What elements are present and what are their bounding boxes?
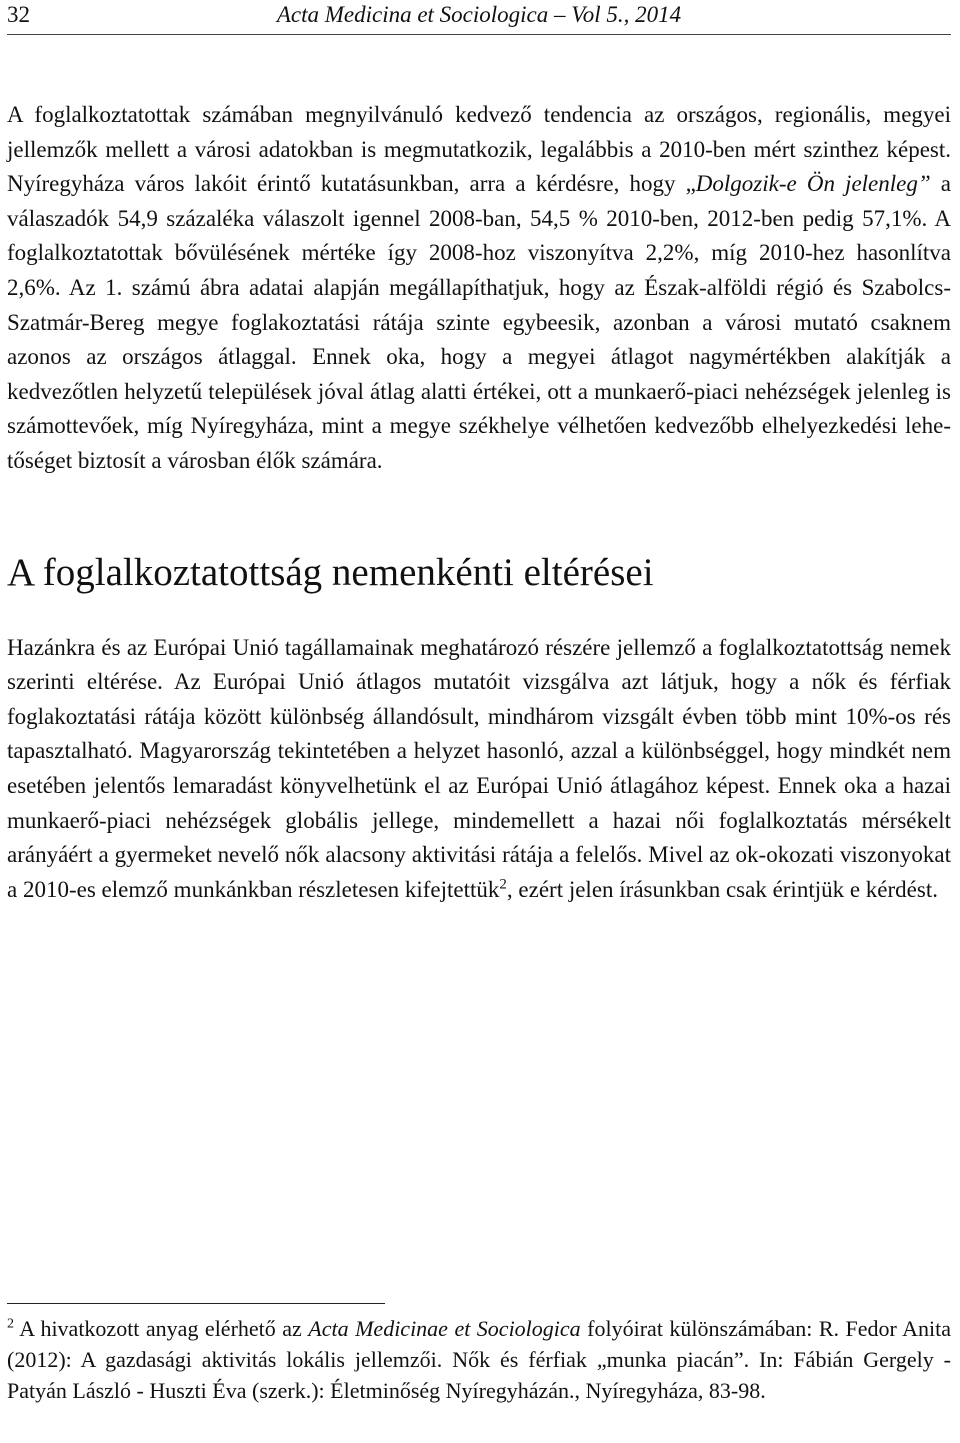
footnote-journal-name: Acta Medicinae et Sociologica: [308, 1316, 581, 1341]
footnote-divider: [7, 1303, 385, 1304]
page-number: 32: [7, 2, 30, 27]
survey-question: Dolgozik-e Ön jelenleg”: [695, 171, 931, 197]
paragraph-1-text-b: a válaszadók 54,9 százaléka válaszolt igennel 2008-ban, 54,5 % 2010-ben, 2012-ben pedig 57,1%. A foglalkoztatottak bővülésének mértéke így 2008-hoz viszonyítva 2,2%, míg 2010-hez hasonlítva 2,6%. Az 1. számú ábra adatai alapján megállapíthatjuk, hogy az Észak-alföldi régió és Szabolcs-Szatmár-Bereg megye foglakoztatási rátája szinte egybeesik, azonban a városi mutató csaknem azonos az országos átlaggal. Ennek oka, hogy a megyei átlagot nagymértékben alakítják a kedvezőtlen helyzetű települések jóval átlag alatti értékei, ott a munkaerő-piaci nehézségek jelenleg is számottevőek, míg Nyíregyháza, mint a megye székhelye vélhetően kedvezőbb elhelyezkedési lehetőséget biztosít a városban élők számára.: [7, 171, 951, 473]
footnote-text-a: A hivatkozott anyag elérhető az: [14, 1316, 309, 1341]
body-paragraph-2: [7, 631, 951, 908]
running-header: [7, 0, 951, 35]
footnote-marker: 2: [7, 1316, 14, 1332]
footnote: [7, 1313, 951, 1406]
journal-title: Acta Medicina et Sociologica – Vol 5., 2014: [276, 2, 682, 27]
footnote-text-b: folyóirat különszámában: R. Fedor Anita (2012): A gazdasági aktivitás lokális jellemzői. Nők és férfiak „munka piacán”. In: Fábián Gergely - Patyán László - Huszti Éva (szerk.): Életminőség Nyíregyházán., Nyíregyháza, 83-98.: [7, 1316, 952, 1403]
footnote-reference[interactable]: 2: [499, 876, 507, 893]
page: [7, 0, 951, 907]
body-paragraph-1: [7, 98, 951, 479]
paragraph-2-text-b: , ezért jelen írásunkban csak érintjük e kérdést.: [506, 876, 938, 902]
paragraph-1-text-a: A foglalkoztatottak számában megnyilvánuló kedvező tendencia az országos, regionális, megyei jellemzők mellett a városi adatokban is megmutatkozik, legalábbis a 2010-ben mért szinthez képest. Nyíregyháza város lakóit érintő kutatásunkban, arra a kérdésre, hogy „: [7, 102, 951, 197]
section-title: A foglalkoztatottság nemenkénti eltérései: [7, 550, 654, 594]
paragraph-2-text-a: Hazánkra és az Európai Unió tagállamainak meghatározó részére jellemző a foglalkoztatottság nemek szerinti eltérése. Az Európai Unió átlagos mutatóit vizsgálva azt látjuk, hogy a nők és férfiak foglakoztatási rátája között különbség állandósult, mindhárom vizsgált évben több mint 10%-os rés tapasztalható. Magyarország tekintetében a helyzet hasonló, azzal a különbséggel, hogy mindkét nem esetében jelentős lemaradást könyvelhetünk el az Európai Unió átlagához képest. Ennek oka a hazai munkaerő-piaci nehézségek globális jellege, mindemellett a hazai női foglalkoztatás mérsékelt arányáért a gyermeket nevelő nők alacsony aktivitási rátája a felelős. Mivel az ok-okozati viszonyokat a 2010-es elemző munkánkban részletesen kifejtettük: [7, 634, 951, 902]
